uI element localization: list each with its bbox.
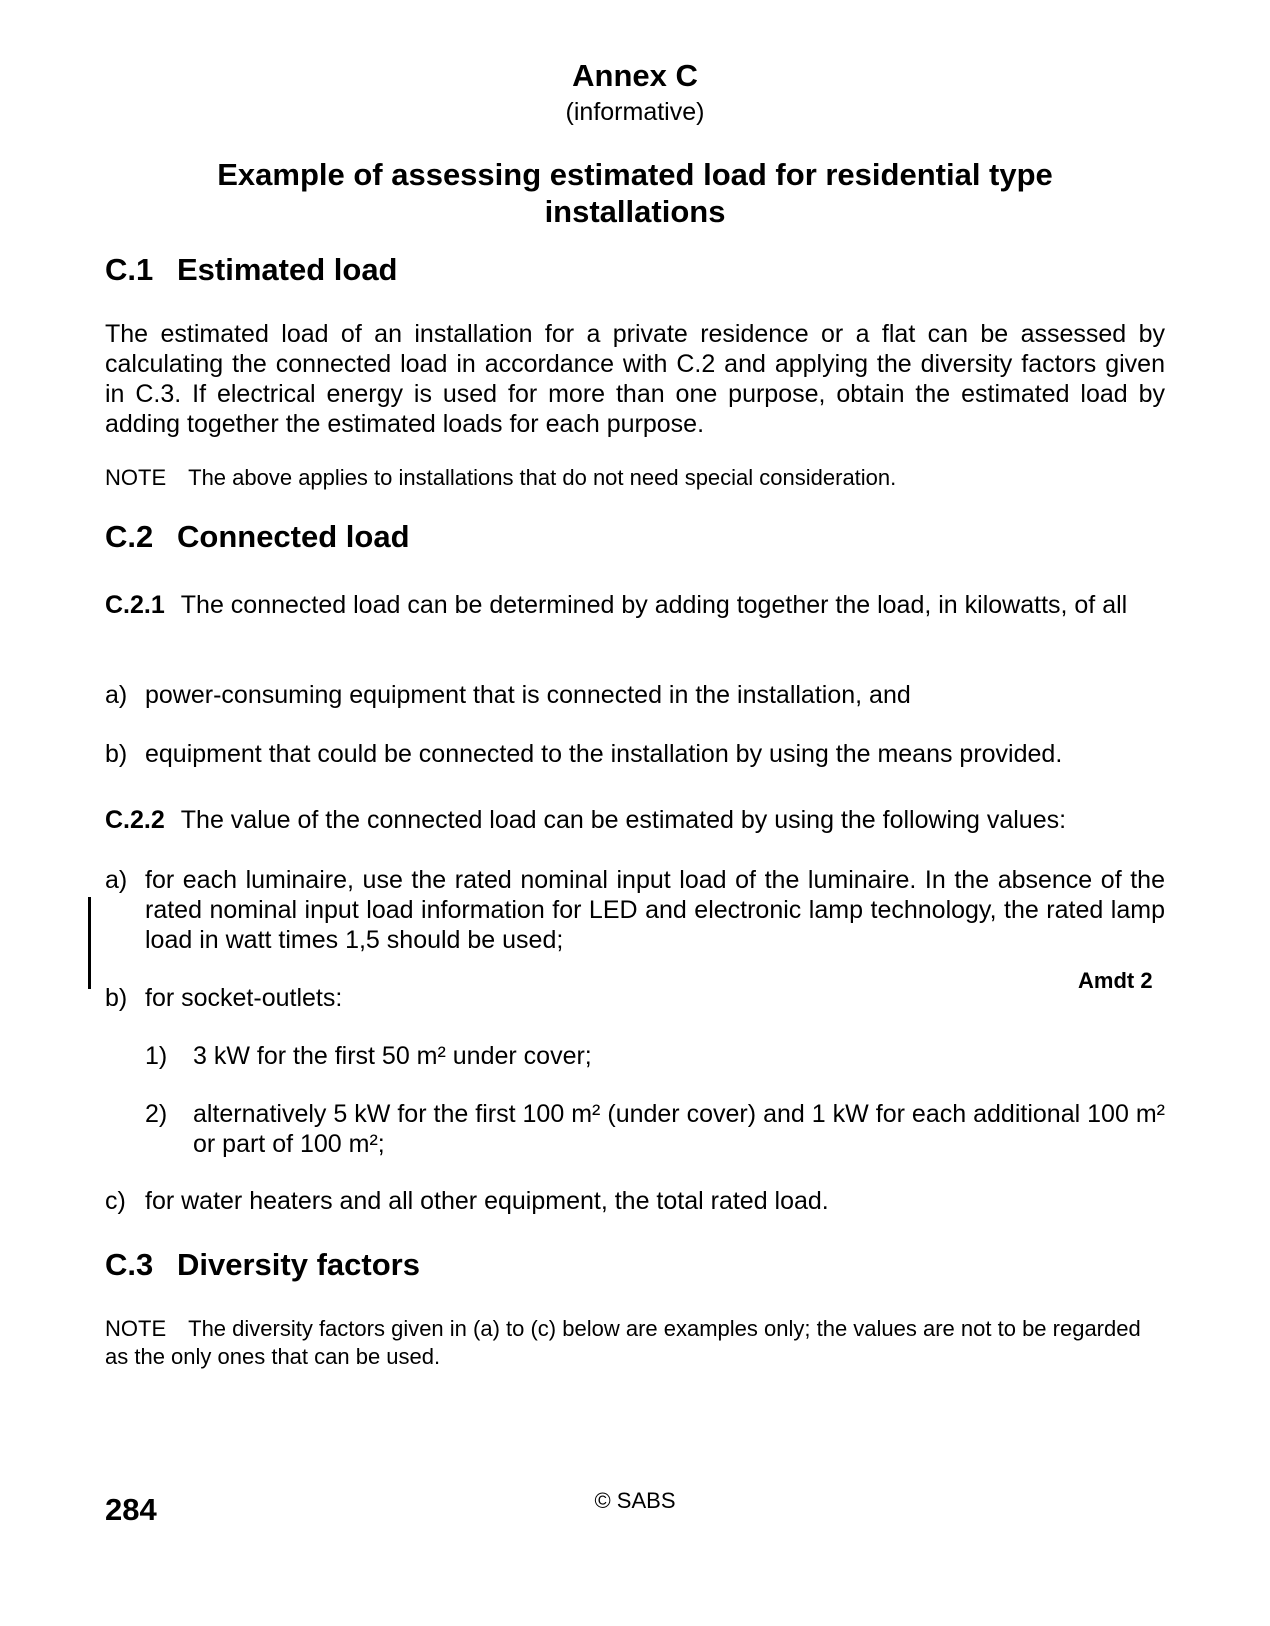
heading-c3 — [105, 1247, 420, 1283]
list-text: power-consuming equipment that is connected in the installation, and — [145, 681, 911, 709]
list-marker: 2) — [145, 1100, 168, 1128]
annex-title: Annex C — [572, 58, 698, 93]
amendment-tag: Amdt 2 — [1078, 968, 1153, 993]
c22-item-a — [105, 865, 1165, 955]
annex-type: (informative) — [565, 98, 705, 126]
list-text: for water heaters and all other equipment, the total rated load. — [145, 1187, 829, 1215]
c22-subitem-1 — [145, 1041, 1165, 1071]
document-title — [170, 156, 1100, 230]
list-text: for each luminaire, use the rated nominal input load of the luminaire. In the absence of the rated nominal input load information for LED and electronic lamp technology, the rated lamp load in watt times 1,5 should be used; — [145, 866, 1165, 954]
heading-c3-number: C.3 — [105, 1247, 154, 1282]
list-marker: a) — [105, 681, 128, 709]
list-text: equipment that could be connected to the installation by using the means provided. — [145, 740, 1063, 768]
list-marker: c) — [105, 1187, 126, 1215]
list-marker: 1) — [145, 1042, 168, 1070]
heading-c2 — [105, 519, 410, 555]
c22-number: C.2.2 — [105, 806, 165, 834]
heading-c1-title: Estimated load — [177, 252, 398, 287]
page-number: 284 — [105, 1492, 157, 1527]
c1-note — [105, 464, 1165, 492]
c21-item-b — [105, 739, 1165, 769]
list-text: for socket-outlets: — [145, 984, 343, 1012]
c21-text: The connected load can be determined by adding together the load, in kilowatts, of all — [180, 591, 1128, 619]
c21-paragraph — [105, 590, 1165, 620]
c22-item-c — [105, 1186, 1165, 1216]
document-title-text: Example of assessing estimated load for residential type installations — [217, 157, 1053, 229]
note-text: The diversity factors given in (a) to (c) below are examples only; the values are not to be regarded as the only ones that can be used. — [105, 1316, 1141, 1369]
list-text: 3 kW for the first 50 m² under cover; — [193, 1042, 592, 1070]
heading-c2-title: Connected load — [177, 519, 410, 554]
c21-item-a — [105, 680, 1165, 710]
note-text: The above applies to installations that do not need special consideration. — [188, 465, 897, 490]
heading-c3-title: Diversity factors — [177, 1247, 420, 1282]
heading-c2-number: C.2 — [105, 519, 154, 554]
c22-item-b — [105, 983, 1165, 1013]
c1-body: The estimated load of an installation for a private residence or a flat can be assessed by calculating the connected load in accordance with C.2 and applying the diversity factors given in C.3. If electrical energy is used for more than one purpose, obtain the estimated load by adding together the estimated loads for each purpose. — [105, 320, 1165, 438]
note-label: NOTE — [105, 1316, 167, 1341]
c3-note — [105, 1315, 1165, 1371]
c22-text: The value of the connected load can be estimated by using the following values: — [180, 806, 1067, 834]
c21-number: C.2.1 — [105, 591, 165, 619]
copyright: © SABS — [594, 1488, 676, 1513]
list-marker: b) — [105, 740, 128, 768]
list-text: alternatively 5 kW for the first 100 m² (under cover) and 1 kW for each additional 100 m² or part of 100 m²; — [193, 1100, 1165, 1158]
c22-paragraph — [105, 805, 1165, 835]
list-marker: b) — [105, 984, 128, 1012]
list-marker: a) — [105, 866, 128, 894]
heading-c1 — [105, 252, 398, 288]
heading-c1-number: C.1 — [105, 252, 154, 287]
note-label: NOTE — [105, 465, 167, 490]
amendment-change-bar — [88, 897, 91, 989]
c22-subitem-2 — [145, 1099, 1165, 1159]
